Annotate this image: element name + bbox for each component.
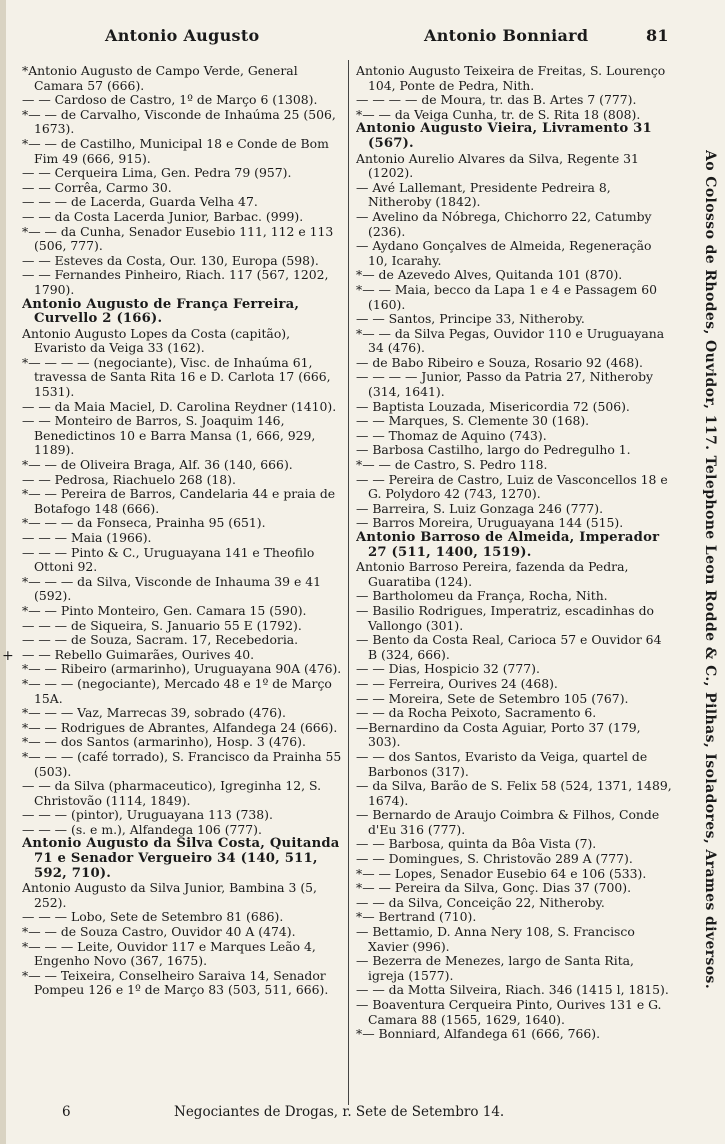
directory-entry: *— de Azevedo Alves, Quitanda 101 (870). (356, 267, 623, 283)
directory-entry: *— — da Cunha, Senador Eusebio 111, 112 e 113 (506, 777). (22, 223, 334, 254)
directory-entry: — — dos Santos, Evaristo da Veiga, quartel de Barbonos (317). (356, 748, 648, 779)
directory-entry: — — Domingues, S. Christovão 289 A (777). (356, 851, 633, 867)
directory-entry: — — Corrêa, Carmo 30. (22, 179, 172, 195)
footer-advertisement: Negociantes de Drogas, r. Sete de Setembro 14. (174, 1104, 505, 1120)
directory-entry: — Aydano Gonçalves de Almeida, Regeneração 10, Icarahy. (356, 238, 652, 268)
directory-entry: *— — — (negociante), Mercado 48 e 1º de Março 15A. (22, 675, 332, 706)
directory-entry: — Boaventura Cerqueira Pinto, Ourives 131 e G. Camara 88 (1565, 1629, 1640). (356, 997, 662, 1027)
directory-entry: Antonio Augusto Teixeira de Freitas, S. Lourenço 104, Ponte de Pedra, Nith. (356, 64, 666, 93)
directory-entry: Antonio Barroso Pereira, fazenda da Pedra, Guaratiba (124). (356, 559, 629, 589)
directory-entry: *— — Teixeira, Conselheiro Saraiva 14, Senador Pompeu 126 e 1º de Março 83 (503, 511, 666). (22, 967, 329, 998)
page-number: 81 (646, 26, 669, 45)
directory-entry: — — Moreira, Sete de Setembro 105 (767). (356, 690, 629, 706)
directory-entry: — — Marques, S. Clemente 30 (168). (356, 413, 590, 429)
directory-entry: — Barros Moreira, Uruguayana 144 (515). (356, 515, 624, 531)
directory-entry: *— — de Souza Castro, Ouvidor 40 A (474). (22, 924, 296, 940)
directory-entry: — — da Costa Lacerda Junior, Barbac. (999). (22, 208, 304, 224)
directory-entry: — — da Maia Maciel, D. Carolina Reydner (1410). (22, 398, 337, 414)
directory-entry: —Bernardino da Costa Aguiar, Porto 37 (179, 303). (356, 719, 641, 750)
directory-entry: *— — da Silva Pegas, Ouvidor 110 e Uruguayana 34 (476). (356, 325, 665, 356)
directory-entry: — Bernardo de Araujo Coimbra & Filhos, Conde d'Eu 316 (777). (356, 807, 660, 837)
directory-entry: — — — Lobo, Sete de Setembro 81 (686). (22, 909, 284, 925)
directory-entry: — — — Pinto & C., Uruguayana 141 e Theofilo Ottoni 92. (22, 544, 315, 575)
directory-entry: *— — de Castro, S. Pedro 118. (356, 457, 548, 473)
directory-entry: — — da Rocha Peixoto, Sacramento 6. (356, 705, 597, 721)
directory-entry: — — Dias, Hospicio 32 (777). (356, 661, 540, 677)
directory-entry: — Barreira, S. Luiz Gonzaga 246 (777). (356, 500, 604, 516)
directory-entry: — — Santos, Principe 33, Nitheroby. (356, 311, 585, 327)
directory-entry: — — — — de Moura, tr. das B. Artes 7 (777). (356, 92, 637, 108)
directory-entry: *— — Pereira da Silva, Gonç. Dias 37 (700). (356, 880, 632, 896)
directory-entry: — Avé Lallemant, Presidente Pedreira 8, Nitheroby (1842). (356, 179, 611, 210)
running-head-right: Antonio Bonniard (424, 26, 589, 45)
directory-entry: Antonio Augusto Lopes da Costa (capitão), Evaristo da Veiga 33 (162). (22, 325, 291, 356)
directory-entry: — — Esteves da Costa, Our. 130, Europa (598). (22, 252, 319, 268)
directory-entry: *— — — da Silva, Visconde de Inhauma 39 e 41 (592). (22, 573, 321, 604)
column-divider (348, 60, 349, 1105)
directory-entry: — — — de Souza, Sacram. 17, Recebedoria. (22, 632, 299, 648)
directory-entry: — — — Maia (1966). (22, 530, 152, 545)
side-advertisement: Ao Colosso de Rhodes, Ouvidor, 117. Telephone Leon Rodde & C., Pilhas, Isoladores, Arames diversos. (702, 150, 718, 990)
directory-entry: *— — de Castilho, Municipal 18 e Conde de Bom Fim 49 (666, 915). (22, 135, 329, 166)
directory-entry: — — Thomaz de Aquino (743). (356, 427, 547, 443)
directory-entry: *— — de Oliveira Braga, Alf. 36 (140, 666). (22, 457, 293, 473)
page-edge (0, 0, 6, 1144)
directory-entry: — Baptista Louzada, Misericordia 72 (506). (356, 398, 630, 414)
entry-heading: Antonio Augusto Vieira, Livramento 31 (567). (356, 121, 652, 151)
directory-entry: — — Rebello Guimarães, Ourives 40. (22, 646, 255, 662)
directory-entry: — Bezerra de Menezes, largo de Santa Rita, igreja (1577). (356, 953, 634, 983)
directory-entry: — Barbosa Castilho, largo do Pedregulho 1. (356, 442, 631, 458)
directory-entry: *— — dos Santos (armarinho), Hosp. 3 (476). (22, 734, 306, 750)
entry-heading: Antonio Augusto de França Ferreira, Curvello 2 (166). (22, 296, 300, 327)
directory-entry: — — — — Junior, Passo da Patria 27, Nitheroby (314, 1641). (356, 369, 654, 400)
directory-entry: Antonio Aurelio Alvares da Silva, Regente 31 (1202). (356, 150, 639, 181)
entry-heading: Antonio Augusto da Silva Costa, Quitanda 71 e Senador Vergueiro 34 (140, 511, 592, 710). (22, 836, 340, 881)
directory-entry: — Avelino da Nóbrega, Chichorro 22, Catumby (236). (356, 208, 652, 239)
directory-entry: *— — Ribeiro (armarinho), Uruguayana 90A (476). (22, 661, 342, 677)
directory-entry: — — Barbosa, quinta da Bôa Vista (7). (356, 836, 597, 852)
directory-entry: — — — (s. e m.), Alfandega 106 (777). (22, 821, 262, 837)
entry-heading: Antonio Barroso de Almeida, Imperador 27 (511, 1400, 1519). (356, 530, 660, 560)
directory-entry: — — Fernandes Pinheiro, Riach. 117 (567, 1202, 1790). (22, 267, 329, 297)
running-head-left: Antonio Augusto (105, 26, 260, 45)
directory-entry: — Basilio Rodrigues, Imperatriz, escadinhas do Vallongo (301). (356, 602, 654, 633)
directory-entry: — — da Silva (pharmaceutico), Igreginha 12, S. Christovão (1114, 1849). (22, 778, 322, 808)
directory-entry: *— — Lopes, Senador Eusebio 64 e 106 (533). (356, 865, 647, 881)
directory-entry: — — Cardoso de Castro, 1º de Março 6 (1308). (22, 92, 318, 108)
directory-entry: — — da Motta Silveira, Riach. 346 (1415 l, 1815). (356, 982, 669, 998)
directory-entry: *— — Maia, becco da Lapa 1 e 4 e Passagem 60 (160). (356, 281, 658, 312)
directory-entry: — — Pereira de Castro, Luiz de Vasconcellos 18 e G. Polydoro 42 (743, 1270). (356, 471, 668, 502)
directory-entry: *— — — Leite, Ouvidor 117 e Marques Leão 4, Engenho Novo (367, 1675). (22, 938, 316, 969)
directory-entry: — — Pedrosa, Riachuelo 268 (18). (22, 471, 236, 487)
directory-entry: — Bettamio, D. Anna Nery 108, S. Francisco Xavier (996). (356, 924, 635, 954)
directory-entry: — da Silva, Barão de S. Felix 58 (524, 1371, 1489, 1674). (356, 778, 672, 808)
directory-entry: — Bartholomeu da França, Rocha, Nith. (356, 588, 608, 604)
directory-entry: *— — Pereira de Barros, Candelaria 44 e praia de Botafogo 148 (666). (22, 486, 336, 516)
directory-entry: *— — — — (negociante), Visc. de Inhaúma 61, travessa de Santa Rita 16 e D. Carlota 17 (666, 1531). (22, 354, 331, 400)
directory-entry: — — — de Lacerda, Guarda Velha 47. (22, 194, 258, 210)
directory-entry: — — Cerqueira Lima, Gen. Pedra 79 (957). (22, 165, 292, 181)
directory-entry: — — — (pintor), Uruguayana 113 (738). (22, 807, 273, 823)
directory-entry: *— Bertrand (710). (356, 909, 477, 925)
directory-entry: Antonio Augusto da Silva Junior, Bambina 3 (5, 252). (22, 880, 317, 910)
footer-number: 6 (62, 1104, 71, 1120)
directory-entry: *— — — Vaz, Marrecas 39, sobrado (476). (22, 705, 286, 721)
directory-entry: *— — da Veiga Cunha, tr. de S. Rita 18 (808). (356, 106, 641, 122)
directory-entry: — — Monteiro de Barros, S. Joaquim 146, Benedictinos 10 e Barra Mansa (1, 666, 929, 1189). (22, 413, 316, 458)
directory-entry: — — Ferreira, Ourives 24 (468). (356, 675, 558, 691)
directory-entry: — Bento da Costa Real, Carioca 57 e Ouvidor 64 B (324, 666). (356, 632, 662, 662)
directory-entry: — — — de Siqueira, S. Januario 55 E (1792). (22, 617, 302, 633)
directory-entry: *— — Rodrigues de Abrantes, Alfandega 24 (666). (22, 719, 338, 735)
directory-entry: *Antonio Augusto de Campo Verde, General Camara 57 (666). (22, 64, 298, 93)
directory-entry: — de Babo Ribeiro e Souza, Rosario 92 (468). (356, 354, 643, 370)
directory-entry: *— — de Carvalho, Visconde de Inhaúma 25 (506, 1673). (22, 106, 336, 137)
margin-mark: + (2, 648, 14, 664)
directory-entry: *— — — da Fonseca, Prainha 95 (651). (22, 515, 266, 531)
directory-entry: — — da Silva, Conceição 22, Nitheroby. (356, 894, 605, 910)
directory-entry: *— Bonniard, Alfandega 61 (666, 766). (356, 1026, 601, 1042)
directory-entry: *— — Pinto Monteiro, Gen. Camara 15 (590). (22, 602, 307, 618)
left-column (22, 64, 344, 1104)
right-column (356, 64, 674, 1104)
directory-entry: *— — — (café torrado), S. Francisco da Prainha 55 (503). (22, 748, 342, 779)
